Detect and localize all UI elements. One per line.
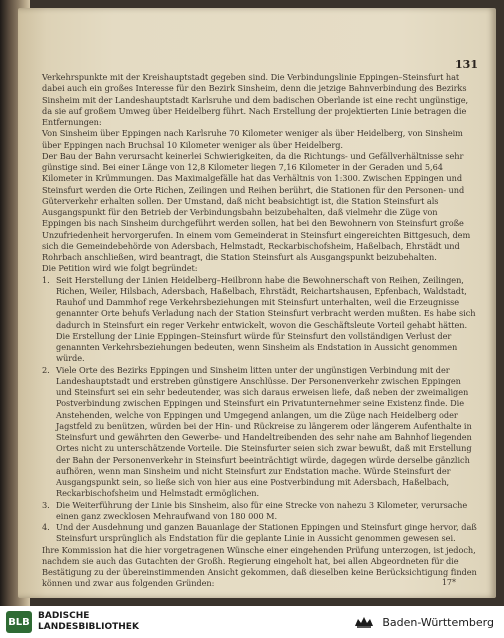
list-item: [42, 275, 478, 365]
list-item: [42, 522, 478, 545]
list-item-number: 3.: [42, 499, 50, 510]
page-number: 131: [455, 58, 478, 71]
library-name[interactable]: [38, 611, 139, 633]
library-name-line1: BADISCHE: [38, 611, 90, 621]
list-item-number: 1.: [42, 274, 50, 285]
signature-mark: 17*: [441, 578, 456, 587]
paragraph: Die Petition wird wie folgt begründet:: [42, 263, 198, 274]
library-name-line2: LANDESBIBLIOTHEK: [38, 622, 139, 632]
region-label[interactable]: Baden-Württemberg: [382, 615, 494, 629]
lion-crest-icon[interactable]: [351, 612, 377, 632]
list-item-text: Viele Orte des Bezirks Eppingen und Sinsheim litten unter der ungünstigen Verbindung mit der Landeshauptstadt und erstreben günstigere Anschlüsse. Der Personenverkehr zwischen Eppingen und Steinsfurt sei ein sehr bedeutender, was sich daraus erweisen liefe, daß neben der zweimaligen Postverbindung zwischen Eppingen und Steinsfurt ein Privatunternehmer seine Existenz finde. Die Anstehenden, welche von Eppingen und Umgegend anlangen, um die Züge nach Heidelberg oder Jagstfeld zu benützen, würden bei der Hin- und Rückreise zu längerem oder längerem Aufenthalte in Steinsfurt und gewährten den Gewerbe- und Handeltreibenden des sehr nahe am Bahnhof liegenden Ortes nicht zu unterschätzende Vorteile. Die Steinsfurter seien sich zwar bewußt, daß mit Erstellung der Bahn der Personenverkehr in Steinsfurt beeinträchtigt würde, dagegen würde derselbe gänzlich aufhören, wenn man Sinsheim und nicht Steinsfurt zur Endstation mache. Würde Steinsfurt der Ausgangspunkt sein, so ließe sich von hier aus eine Postverbindung mit Adersbach, Haßelbach, Reckarbischofsheim und Helmstadt ermöglichen.: [56, 364, 472, 499]
list-item-number: 4.: [42, 522, 50, 532]
list-item-text: Seit Herstellung der Linien Heidelberg–Heilbronn habe die Bewohnerschaft von Reihen, Zeilingen, Richen, Weiler, Hilsbach, Adersbach, Haßelbach, Ehrstädt, Reichartshausen, Epfenbach, Waldstadt, Rauhof und Dammhof rege Verkehrsbeziehungen mit Steinsfurt unterhalten, weil die Erzeugnisse genannter Orte behufs Verladung nach der Station Steinsfurt verbracht werden mußten. Es habe sich dadurch in Steinsfurt ein reger Verkehr entwickelt, wovon die Geschäftsleute Vorteil gehabt hätten. Die Erstellung der Linie Eppingen–Steinsfurt würde für Steinsfurt den vollständigen Verlust der genannten Verkehrsbeziehungen bedeuten, wenn Sinsheim als Endstation in Aussicht genommen würde.: [56, 274, 476, 364]
library-footer: [0, 606, 504, 638]
list-item: [42, 365, 478, 500]
list-item-text: Und der Ausdehnung und ganzen Bauanlage der Stationen Eppingen und Steinsfurt ginge hervor, daß Steinsfurt ursprünglich als Endstation für die geplante Linie in Aussicht genommen gewesen sei.: [56, 522, 477, 544]
list-item: [42, 500, 478, 523]
page-text: [42, 72, 478, 590]
list-item-text: Die Weiterführung der Linie bis Sinsheim, also für eine Strecke von nahezu 3 Kilometer, verursache einen ganz zwecklosen Mehraufwand von 180 000 M.: [56, 499, 468, 521]
paragraph: Verkehrspunkte mit der Kreishauptstadt gegeben sind. Die Verbindungslinie Eppingen–Steinsfurt hat dabei auch ein großes Interesse für den Bezirk Sinsheim, denn die jetzige Bahnverbindung des Bezirks Sinsheim mit der Landeshauptstadt Karlsruhe und dem badischen Oberlande ist eine recht ungünstige, da sie auf großem Umweg über Heidelberg führt. Nach Erstellung der projektierten Linie betragen die Entfernungen:: [42, 72, 469, 127]
paragraph: Ihre Kommission hat die hier vorgetragenen Wünsche einer eingehenden Prüfung unterzogen, ist jedoch, nachdem sie auch das Gutachten der Großh. Regierung eingeholt hat, bei allen Abgeordneten für die Bestätigung zu der übereinstimmenden Ansicht gekommen, daß dieselben keine Berücksichtigung finden können und zwar aus folgenden Gründen:: [42, 544, 477, 589]
paragraph: Der Bau der Bahn verursacht keinerlei Schwierigkeiten, da die Richtungs- und Gefällverhältnisse sehr günstige sind. Bei einer Länge von 12,8 Kilometer liegen 7,16 Kilometer in der Geraden und 5,64 Kilometer in Krümmungen. Das Maximalgefälle hat das Verhältnis von 1:300. Zwischen Eppingen und Steinsfurt werden die Orte Richen, Zeilingen und Reihen berührt, die Stationen für den Personen- und Güterverkehr erhalten sollen. Der Umstand, daß nicht beabsichtigt ist, die Station Steinsfurt als Ausgangspunkt für den Betrieb der Verbindungsbahn beizubehalten, daß vielmehr die Züge von Eppingen bis nach Sinsheim durchgeführt werden sollen, hat bei den Bewohnern von Steinsfurt große Unzufriedenheit hervorgerufen. In einem vom Gemeinderat in Steinsfurt eingereichten Bittgesuch, dem sich die Gemeindebehörde von Adersbach, Helmstadt, Reckarbischofsheim, Haßelbach, Ehrstädt und Rohrbach anschließen, wird beantragt, die Station Steinsfurt als Ausgangspunkt beizubehalten.: [42, 150, 471, 262]
blb-logo[interactable]: BLB: [6, 611, 32, 633]
book-page: [18, 8, 496, 598]
list-item-number: 2.: [42, 364, 50, 375]
paragraph: Von Sinsheim über Eppingen nach Karlsruhe 70 Kilometer weniger als über Heidelberg, von Sinsheim über Eppingen nach Bruchsal 10 Kilometer weniger als über Heidelberg.: [42, 128, 463, 150]
